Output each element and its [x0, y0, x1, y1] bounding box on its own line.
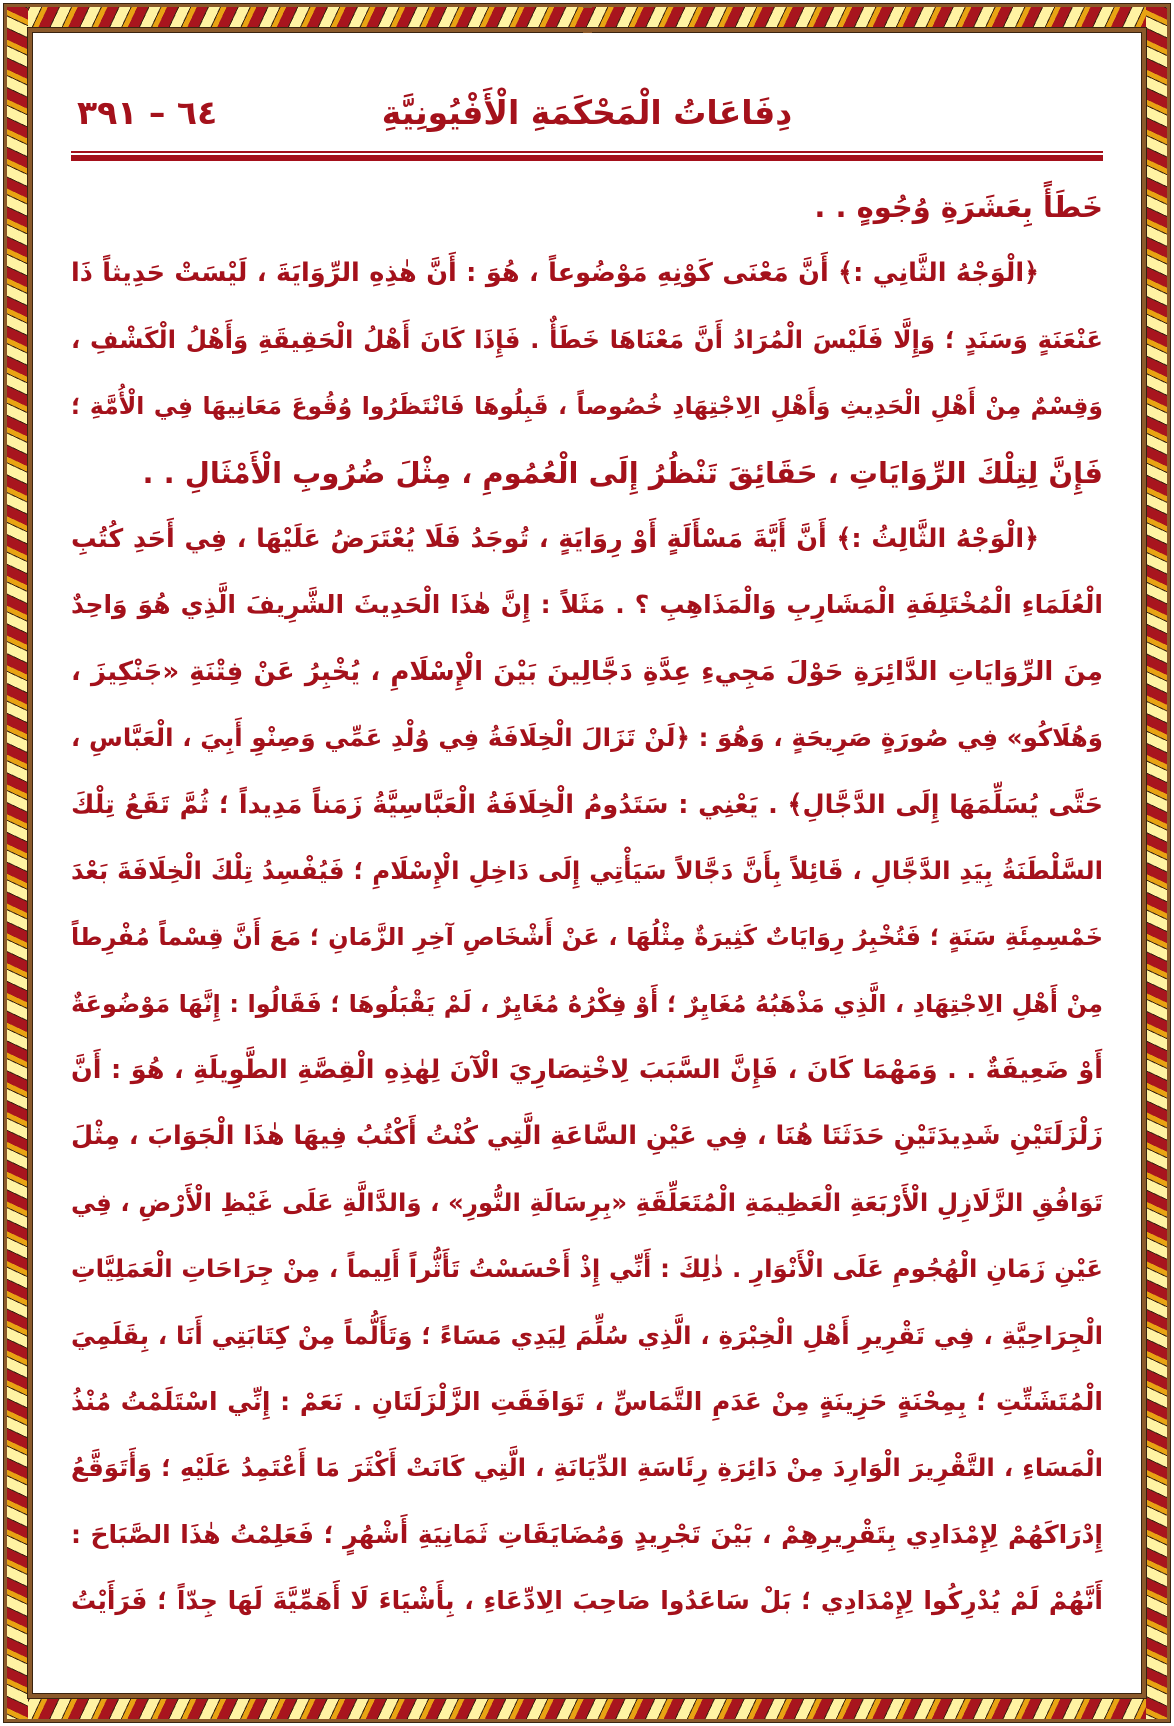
- text-line: الْعُلَمَاءِ الْمُخْتَلِفَةِ الْمَشَارِبِ وَالْمَذَاهِبِ ؟ . مَثَلاً : إِنَّ هٰذَا الْحَدِيثَ الشَّرِيفَ الَّذِي هُوَ وَاحِدٌ: [71, 590, 1103, 620]
- text-line: ﴿الْوَجْهُ الثَّالِثُ :﴾ أَنَّ أَيَّةَ مَسْأَلَةٍ أَوْ رِوَايَةٍ ، تُوجَدُ فَلَا يُعْتَرَضُ عَلَيْهَا ، فِي أَحَدِ كُتُبِ: [71, 523, 1039, 554]
- text-line: وَقِسْمٌ مِنْ أَهْلِ الْحَدِيثِ وَأَهْلِ الِاجْتِهَادِ خُصُوصاً ، قَبِلُوهَا فَانْتَظَرُوا وُقُوعَ مَعَانِيهَا فِي الْأُمَّةِ ؛: [71, 392, 1103, 421]
- text-line: الْمَسَاءِ ، التَّقْرِيرَ الْوَارِدَ مِنْ دَائِرَةِ رِئَاسَةِ الدِّيَانَةِ ، الَّتِي كَانَتْ أَكْثَرَ مَا أَعْتَمِدُ عَلَيْهِ ؛ وَأَتَوَقَّعُ: [71, 1453, 1103, 1483]
- text-line: عَيْنِ زَمَانِ الْهُجُومِ عَلَى الْأَنْوَارِ . ذٰلِكَ : أَنِّي إِذْ أَحْسَسْتُ تَأَثُّراً أَلِيماً ، مِنْ جِرَاحَاتِ الْعَمَلِيَّاتِ: [71, 1254, 1103, 1284]
- text-line: الْمُتَشَتِّتِ ؛ بِمِحْنَةٍ حَزِينَةٍ مِنْ عَدَمِ التَّمَاسِّ ، تَوَافَقَتِ الزَّلْزَلَتَانِ . نَعَمْ : إِنِّي اسْتَلَمْتُ مُنْذُ: [71, 1387, 1103, 1417]
- text-line: السَّلْطَنَةُ بِيَدِ الدَّجَّالِ ، قَائِلاً بِأَنَّ دَجَّالاً سَيَأْتِي إِلَى دَاخِلِ الْإِسْلَامِ ؛ فَيُفْسِدُ تِلْكَ الْخِلَافَةَ بَعْدَ: [71, 855, 1103, 885]
- paragraph-second-aspect: [71, 240, 1103, 506]
- text-line: خَطَأً بِعَشَرَةِ وُجُوهٍ . .: [814, 190, 1103, 224]
- ornamental-border-right: [1146, 7, 1167, 1719]
- page-body-text: [71, 174, 1103, 1635]
- text-line: ﴿الْوَجْهُ الثَّانِي :﴾ أَنَّ مَعْنَى كَوْنِهِ مَوْضُوعاً ، هُوَ : أَنَّ هٰذِهِ الرِّوَايَةَ ، لَيْسَتْ حَدِيثاً ذَا: [71, 258, 1039, 289]
- ornamental-border-top: [7, 7, 1167, 28]
- text-line: زَلْزَلَتَيْنِ شَدِيدَتَيْنِ حَدَثَتَا هُنَا ، فِي عَيْنِ السَّاعَةِ الَّتِي كُنْتُ أَكْتُبُ فِيهَا هٰذَا الْجَوَابَ ، مِثْلَ: [71, 1121, 1103, 1152]
- page-number: ٦٤ – ٣٩١: [77, 93, 218, 132]
- frame-join-mark-inner: [583, 28, 592, 33]
- ornamental-border-bottom: [7, 1698, 1167, 1719]
- header-rule-thin: [71, 151, 1103, 153]
- text-line: الْجِرَاحِيَّةِ ، فِي تَقْرِيرِ أَهْلِ الْخِبْرَةِ ، الَّذِي سُلِّمَ لِيَدِي مَسَاءً ؛ وَتَأَلُّماً مِنْ كِتَابَتِي أَنَا ، بِقَلَمِيَ: [71, 1320, 1103, 1350]
- text-line: مِنْ أَهْلِ الِاجْتِهَادِ ، الَّذِي مَذْهَبُهُ مُغَايِرٌ ؛ أَوْ فِكْرُهُ مُغَايِرٌ ، لَمْ يَقْبَلُوهَا ؛ فَقَالُوا : إِنَّهَا مَوْضُوعَةٌ: [71, 989, 1103, 1018]
- running-title: دِفَاعَاتُ الْمَحْكَمَةِ الْأَفْيُونِيَّةِ: [381, 93, 793, 132]
- ornamental-border-left: [7, 7, 28, 1719]
- text-line: تَوَافُقِ الزَّلَازِلِ الْأَرْبَعَةِ الْعَظِيمَةِ الْمُتَعَلِّقَةِ «بِرِسَالَةِ النُّورِ» ، وَالدَّالَّةِ عَلَى غَيْظِ الْأَرْضِ ، فِي: [71, 1187, 1103, 1217]
- text-line: وَهُلَاكُو» فِي صُورَةٍ صَرِيحَةٍ ، وَهُوَ : ﴿لَنْ تَزَالَ الْخِلَافَةُ فِي وُلْدِ عَمِّي وَصِنْوِ أَبِيَ ، الْعَبَّاسِ ،: [71, 723, 1103, 753]
- header-rule-thick: [71, 155, 1103, 161]
- text-line: مِنَ الرِّوَايَاتِ الدَّائِرَةِ حَوْلَ مَجِيءِ عِدَّةِ دَجَّالِينَ بَيْنَ الْإِسْلَامِ ، يُخْبِرُ عَنْ فِتْنَةِ «جَنْكِيزَ ،: [71, 656, 1103, 687]
- frame-join-mark-outer: [583, 4, 592, 8]
- text-line: خَمْسِمِئَةِ سَنَةٍ ؛ فَتُخْبِرُ رِوَايَاتٌ كَثِيرَةٌ مِثْلُهَا ، عَنْ أَشْخَاصِ آخِرِ الزَّمَانِ ؛ مَعَ أَنَّ قِسْماً مُفْرِطاً: [71, 923, 1103, 952]
- paragraph-continued: [71, 174, 1103, 240]
- text-line: حَتَّى يُسَلِّمَهَا إِلَى الدَّجَّالِ﴾ . يَعْنِي : سَتَدُومُ الْخِلَافَةُ الْعَبَّاسِيَّةُ زَمَناً مَدِيداً ؛ ثُمَّ تَقَعُ تِلْكَ: [71, 789, 1103, 820]
- text-line: عَنْعَنَةٍ وَسَنَدٍ ؛ وَإِلَّا فَلَيْسَ الْمُرَادُ أَنَّ مَعْنَاهَا خَطَأٌ . فَإِذَا كَانَ أَهْلُ الْحَقِيقَةِ وَأَهْلُ الْكَشْفِ ،: [71, 324, 1103, 354]
- paragraph-third-aspect: [71, 506, 1103, 1635]
- text-line: أَنَّهُمْ لَمْ يُدْرِكُوا لِإِمْدَادِي ؛ بَلْ سَاعَدُوا صَاحِبَ الِادِّعَاءِ ، بِأَشْيَاءَ لَا أَهَمِّيَّةَ لَهَا جِدّاً ؛ فَرَأَيْتُ: [71, 1586, 1103, 1616]
- text-line: أَوْ ضَعِيفَةٌ . . وَمَهْمَا كَانَ ، فَإِنَّ السَّبَبَ لِاخْتِصَارِيَ الْآنَ لِهٰذِهِ الْقِصَّةِ الطَّوِيلَةِ ، هُوَ : أَنَّ: [71, 1055, 1103, 1086]
- text-line: إِدْرَاكَهُمْ لِإِمْدَادِي بِتَقْرِيرِهِمْ ، بَيْنَ تَجْرِيدٍ وَمُضَايَقَاتِ ثَمَانِيَةِ أَشْهُرٍ ؛ فَعَلِمْتُ هٰذَا الصَّبَاحَ :: [71, 1519, 1103, 1549]
- text-line: فَإِنَّ لِتِلْكَ الرِّوَايَاتِ ، حَقَائِقَ تَنْظُرُ إِلَى الْعُمُومِ ، مِثْلَ ضُرُوبِ الْأَمْثَالِ . .: [142, 455, 1103, 490]
